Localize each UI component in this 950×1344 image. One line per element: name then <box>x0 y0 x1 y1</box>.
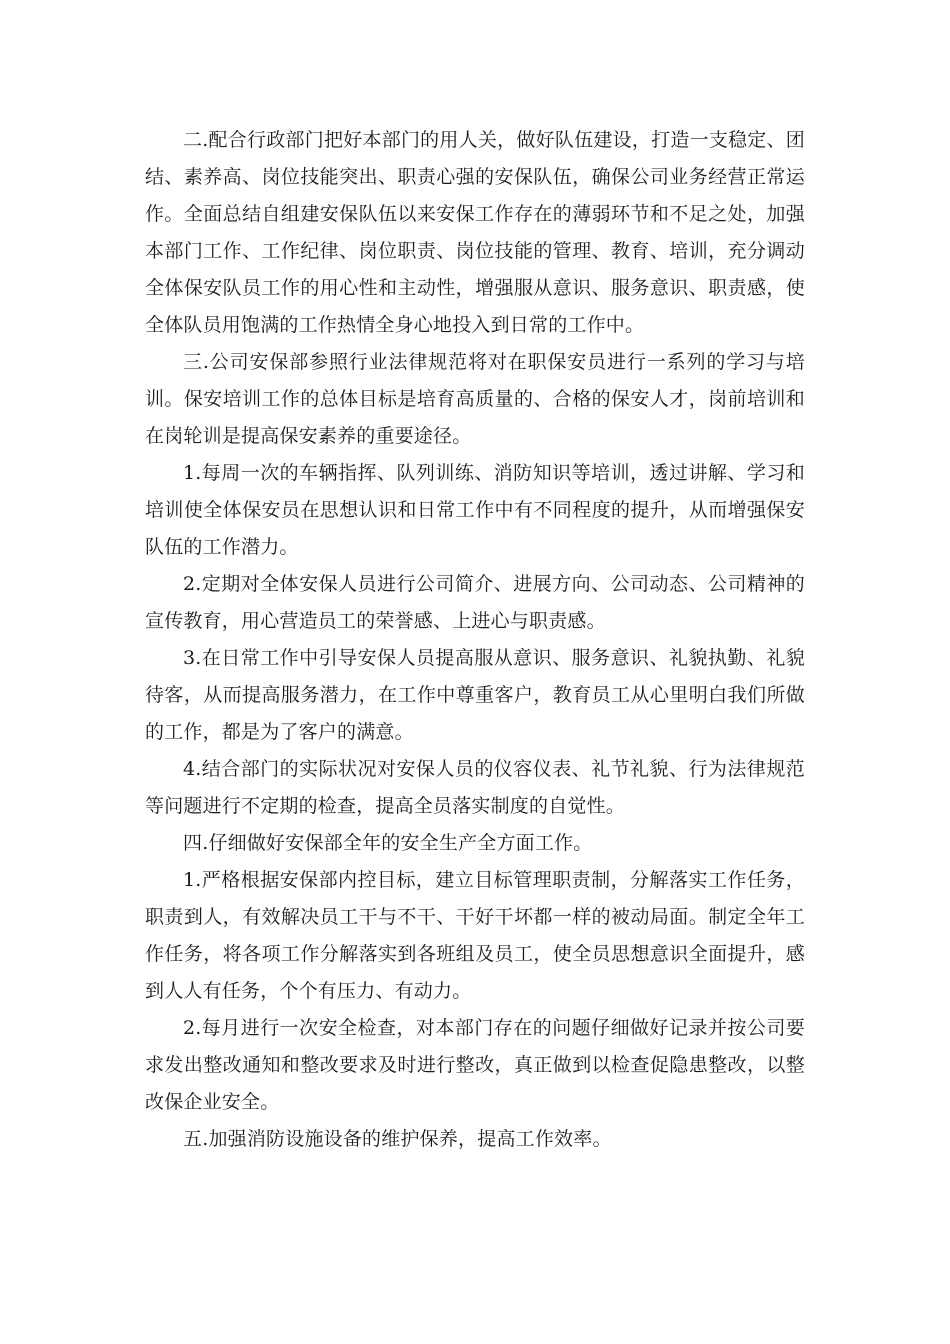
paragraph-section-5: 五.加强消防设施设备的维护保养，提高工作效率。 <box>183 1128 612 1150</box>
paragraph-item-3-4: 4.结合部门的实际状况对安保人员的仪容仪表、礼节礼貌、行为法律规范等问题进行不定期的检查，提高全员落实制度的自觉性。 <box>145 758 805 817</box>
paragraph-section-2: 二.配合行政部门把好本部门的用人关，做好队伍建设，打造一支稳定、团结、素养高、岗位技能突出、职责心强的安保队伍，确保公司业务经营正常运作。全面总结自组建安保队伍以来安保工作存在的薄弱环节和不足之处，加强本部门工作、工作纪律、岗位职责、岗位技能的管理、教育、培训，充分调动全体保安队员工作的用心性和主动性，增强服从意识、服务意识、职责感，使全体队员用饱满的工作热情全身心地投入到日常的工作中。 <box>145 129 805 336</box>
paragraph-section-4: 四.仔细做好安保部全年的安全生产全方面工作。 <box>183 832 593 854</box>
paragraph-item-4-1: 1.严格根据安保部内控目标，建立目标管理职责制，分解落实工作任务，职责到人，有效解决员工干与不干、干好干坏都一样的被动局面。制定全年工作任务，将各项工作分解落实到各班组及员工，使全员思想意识全面提升，感到人人有任务，个个有压力、有动力。 <box>145 869 805 1002</box>
document-body <box>145 122 805 1158</box>
paragraph-item-3-3: 3.在日常工作中引导安保人员提高服从意识、服务意识、礼貌执勤、礼貌待客，从而提高服务潜力，在工作中尊重客户，教育员工从心里明白我们所做的工作，都是为了客户的满意。 <box>145 647 805 743</box>
paragraph-item-4-2: 2.每月进行一次安全检查，对本部门存在的问题仔细做好记录并按公司要求发出整改通知和整改要求及时进行整改，真正做到以检查促隐患整改，以整改保企业安全。 <box>145 1017 805 1113</box>
paragraph-section-3: 三.公司安保部参照行业法律规范将对在职保安员进行一系列的学习与培训。保安培训工作的总体目标是培育高质量的、合格的保安人才，岗前培训和在岗轮训是提高保安素养的重要途径。 <box>145 351 805 447</box>
paragraph-item-3-2: 2.定期对全体安保人员进行公司简介、进展方向、公司动态、公司精神的宣传教育，用心营造员工的荣誉感、上进心与职责感。 <box>145 573 805 632</box>
paragraph-item-3-1: 1.每周一次的车辆指挥、队列训练、消防知识等培训，透过讲解、学习和培训使全体保安员在思想认识和日常工作中有不同程度的提升，从而增强保安队伍的工作潜力。 <box>145 462 805 558</box>
